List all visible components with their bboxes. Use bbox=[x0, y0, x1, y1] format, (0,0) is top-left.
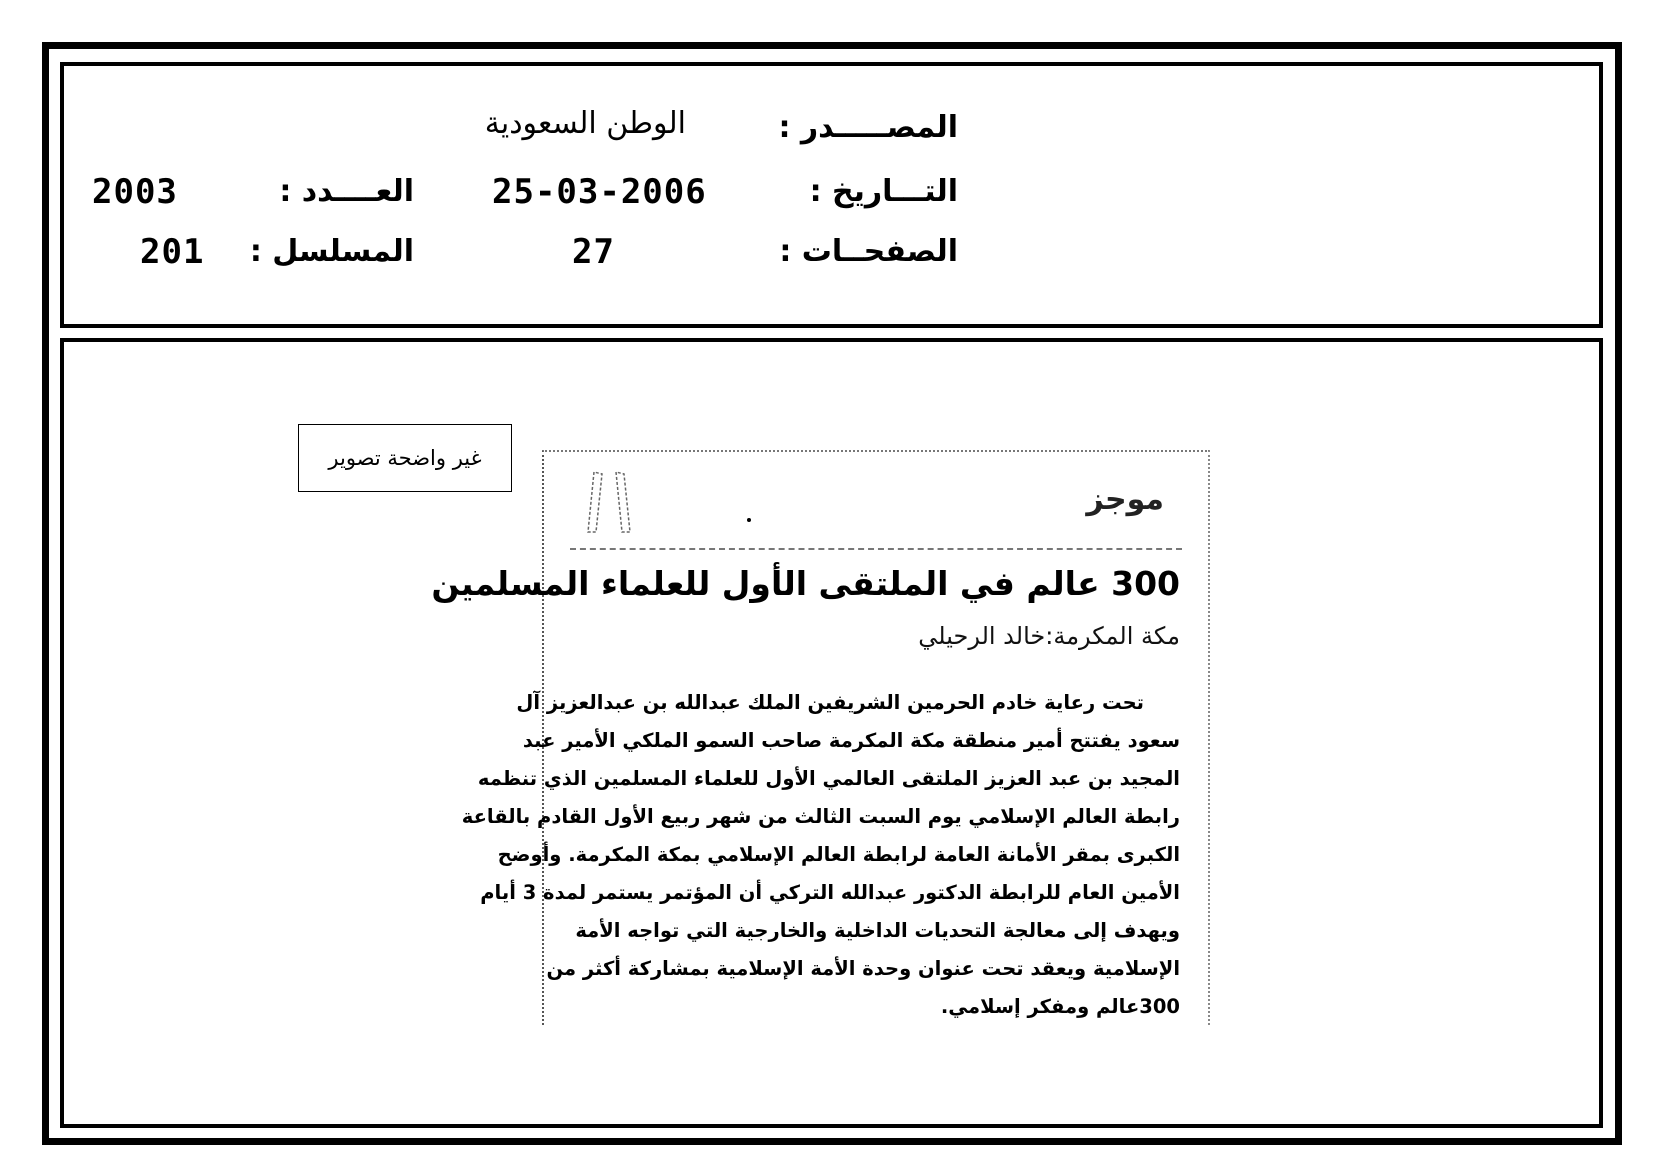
pages-label: الصفحــات : bbox=[779, 234, 958, 269]
body-line: الكبرى بمقر الأمانة العامة لرابطة العالم الإسلامي بمكة المكرمة. وأوضح bbox=[497, 843, 1180, 866]
article-byline: مكة المكرمة:خالد الرحيلي bbox=[918, 622, 1180, 650]
source-value: الوطن السعودية bbox=[484, 106, 686, 141]
body-line: المجيد بن عبد العزيز الملتقى العالمي الأول للعلماء المسلمين الذي تنظمه bbox=[477, 767, 1180, 790]
serial-label: المسلسل : bbox=[249, 234, 414, 269]
body-line: رابطة العالم الإسلامي يوم السبت الثالث من شهر ربيع الأول القادم بالقاعة bbox=[461, 805, 1180, 828]
quote-mark-icon bbox=[584, 470, 634, 540]
body-line: الإسلامية ويعقد تحت عنوان وحدة الأمة الإسلامية بمشاركة أكثر من bbox=[546, 957, 1180, 980]
serial-value: 201 bbox=[140, 232, 205, 272]
body-line: الأمين العام للرابطة الدكتور عبدالله التركي أن المؤتمر يستمر لمدة 3 أيام bbox=[480, 881, 1180, 904]
pages-value: 27 bbox=[572, 232, 615, 272]
section-heading: موجز bbox=[1086, 482, 1164, 517]
unclear-copy-note: غير واضحة تصوير bbox=[298, 424, 512, 492]
body-line: 300عالم ومفكر إسلامي. bbox=[940, 995, 1180, 1018]
issue-label: العــــدد : bbox=[279, 174, 414, 209]
article-headline: 300 عالم في الملتقى الأول للعلماء المسلمين bbox=[431, 564, 1180, 603]
source-label: المصـــــدر : bbox=[778, 110, 958, 145]
body-line: ويهدف إلى معالجة التحديات الداخلية والخارجية التي تواجه الأمة bbox=[575, 919, 1180, 942]
section-rule bbox=[570, 548, 1182, 550]
body-line: تحت رعاية خادم الحرمين الشريفين الملك عبدالله بن عبدالعزيز آل bbox=[516, 691, 1144, 714]
newspaper-clipping bbox=[431, 450, 1210, 1025]
date-value: 25-03-2006 bbox=[492, 172, 707, 212]
date-label: التـــاريخ : bbox=[809, 174, 958, 209]
body-line: سعود يفتتح أمير منطقة مكة المكرمة صاحب السمو الملكي الأمير عبد bbox=[522, 729, 1180, 752]
decorative-dot bbox=[747, 518, 751, 522]
article-body bbox=[461, 684, 1180, 1026]
issue-value: 2003 bbox=[92, 172, 178, 212]
